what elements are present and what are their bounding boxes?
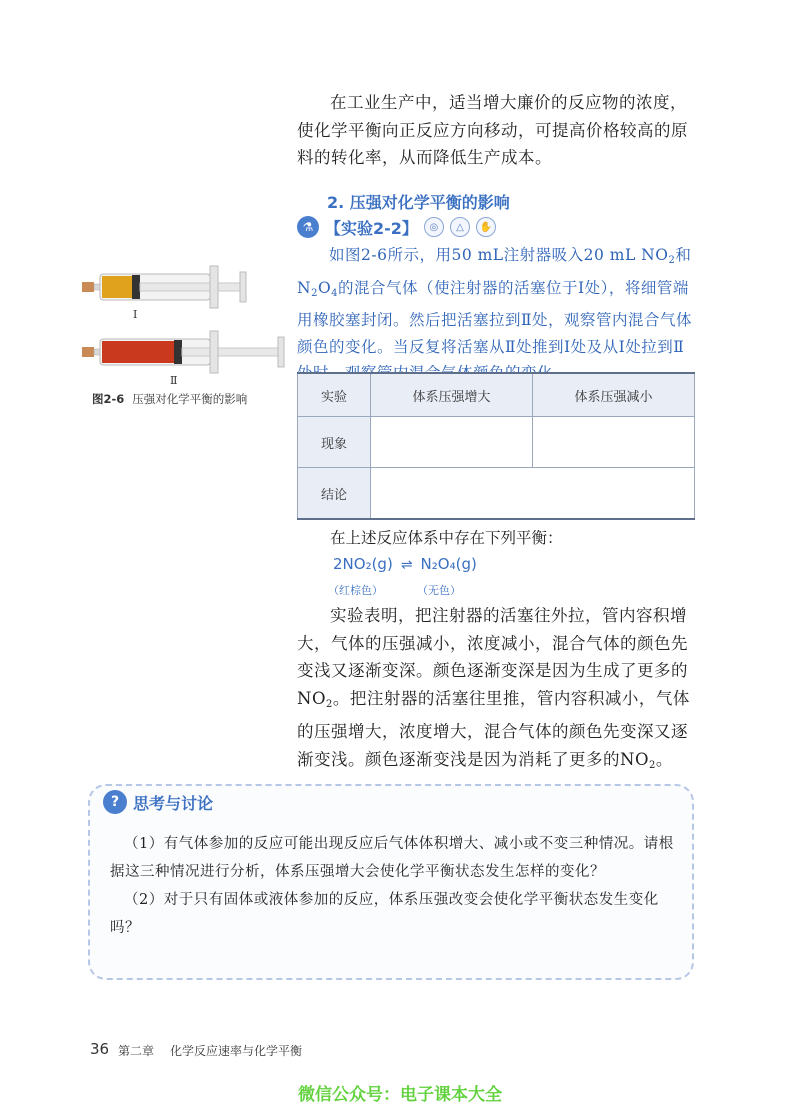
intro-paragraph: 在工业生产中，适当增大廉价的反应物的浓度，使化学平衡向正反应方向移动，可提高价格较高的原料的转化率，从而降低生产成本。: [297, 93, 688, 167]
table-cell: [371, 468, 695, 520]
result-paragraph: 实验表明，把注射器的活塞往外拉，管内容积增大，气体的压强减小，浓度减小，混合气体的颜色先变浅又逐渐变深。颜色逐渐变深是因为生成了更多的$NO_2$。把注射器的活塞往里推，管内容积减小，气体的压强增大，浓度增大，混合气体的颜色先变深又逐渐变浅。颜色逐渐变浅是因为消耗了更多的$NO_2$。: [297, 606, 690, 771]
experiment-table: [297, 372, 695, 520]
right-color-note: （无色）: [417, 584, 461, 597]
discussion-questions: [110, 830, 684, 942]
left-color-note: （红棕色）: [328, 584, 383, 597]
hazard-icon: △: [450, 217, 470, 237]
figure-caption: 图2-6 压强对化学平衡的影响: [92, 392, 248, 406]
equation-intro: 在上述反应体系中存在下列平衡：: [330, 529, 563, 547]
experiment-instructions: 如图2-6所示，用50 mL注射器吸入20 mL $NO_2$和$N_2O_4$的混合气体（使注射器的活塞位于Ⅰ处），将细管端用橡胶塞封闭。然后把活塞拉到Ⅱ处，观察管内混合气体颜色的变化。当反复将活塞从Ⅱ处推到Ⅰ处及从Ⅰ处拉到Ⅱ: [297, 246, 693, 356]
figure-syringes: [78, 262, 298, 392]
label-ii: Ⅱ: [170, 374, 178, 387]
discussion-question-2: （2）对于只有固体或液体参加的反应，体系压强改变会使化学平衡状态发生变化吗？: [110, 892, 659, 936]
experiment-flask-icon: ⚗: [297, 216, 319, 238]
wechat-watermark: 微信公众号：电子课本大全: [298, 1085, 502, 1105]
table-header-pressure-up: 体系压强增大: [371, 373, 533, 417]
table-header-experiment: 实验: [298, 373, 371, 417]
discussion-title: 思考与讨论: [133, 793, 214, 813]
equilibrium-arrow-icon: ⇌: [400, 557, 413, 573]
footer-chapter: 第二章: [118, 1044, 155, 1058]
table-cell: [371, 417, 533, 468]
experiment-header: [297, 214, 496, 240]
table-row-conclusion-label: 结论: [298, 468, 371, 520]
table-cell: [533, 417, 695, 468]
table-header-pressure-down: 体系压强减小: [533, 373, 695, 417]
page-number: 36: [90, 1040, 110, 1058]
syringe-ii: [82, 331, 284, 387]
section-title: 2. 压强对化学平衡的影响: [327, 193, 510, 212]
experiment-label: 【实验2-2】: [325, 218, 418, 238]
footer-title: 化学反应速率与化学平衡: [170, 1044, 303, 1058]
question-icon: ?: [103, 790, 127, 814]
equilibrium-equation: [333, 555, 477, 573]
discussion-header: [103, 790, 213, 814]
equation-left: 2NO₂(g): [333, 555, 393, 573]
goggles-icon: ◎: [424, 217, 444, 237]
discussion-question-1: （1）有气体参加的反应可能出现反应后气体体积增大、减小或不变三种情况。请根据这三种情况进行分析，体系压强增大会使化学平衡状态发生怎样的变化？: [110, 836, 674, 880]
syringe-i: [82, 266, 246, 321]
table-row-phenomenon-label: 现象: [298, 417, 371, 468]
label-i: Ⅰ: [133, 308, 138, 321]
hand-wash-icon: ✋: [476, 217, 496, 237]
equation-right: N₂O₄(g): [420, 555, 477, 573]
equation-notes: [328, 582, 461, 598]
